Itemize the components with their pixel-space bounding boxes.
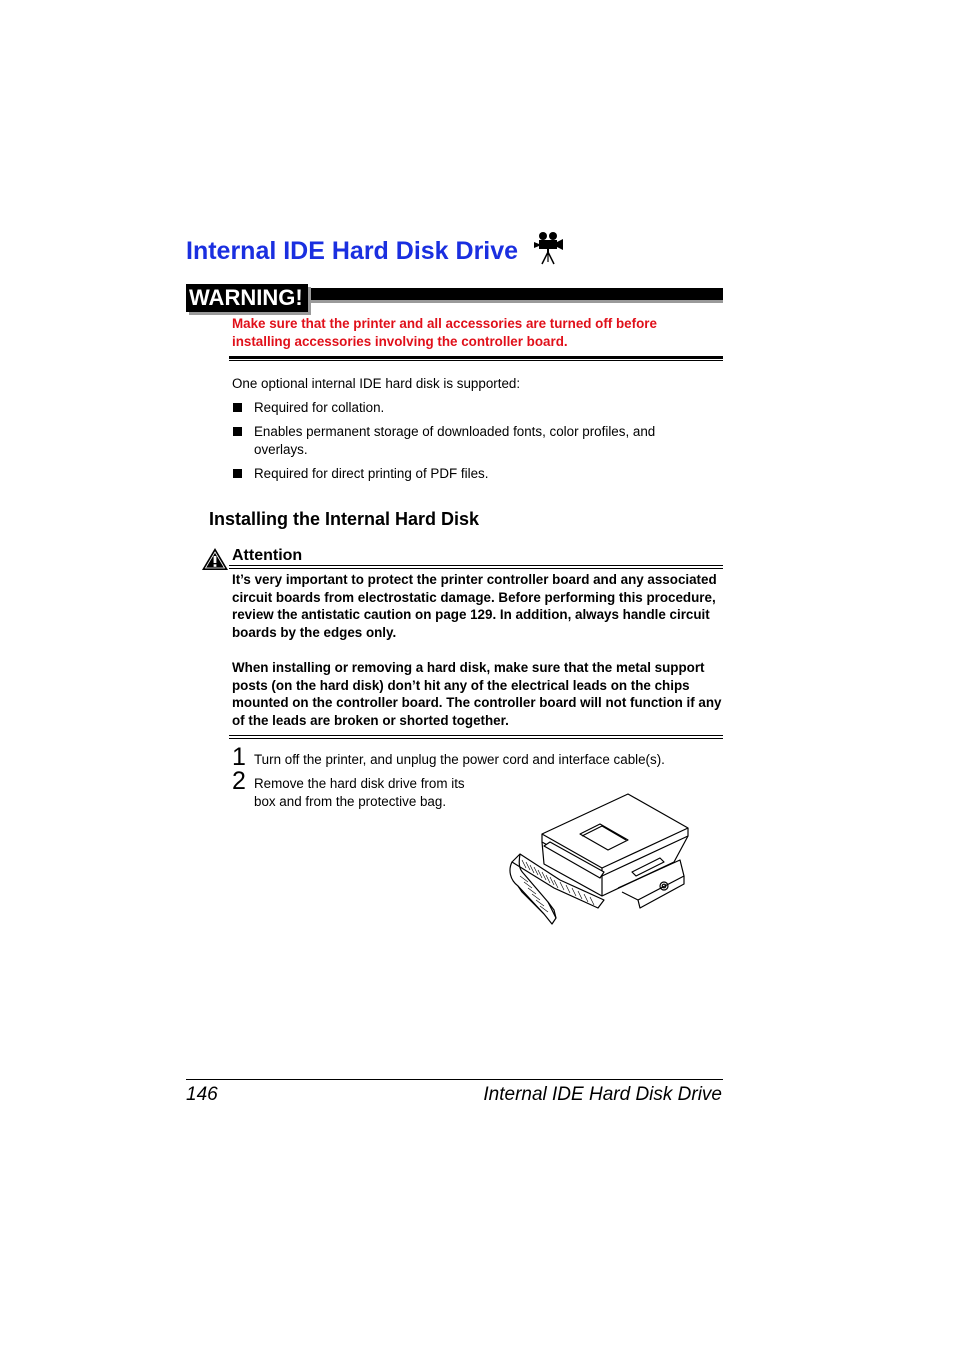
running-title: Internal IDE Hard Disk Drive	[483, 1084, 722, 1105]
list-item-text: Required for direct printing of PDF files.	[254, 465, 489, 481]
attention-paragraph: When installing or removing a hard disk, make sure that the metal support posts (on the hard disk) don’t hit any of the electrical leads on the chips mounted on the controller board. The controller board will not function if any of the leads are broken or shorted together.	[232, 660, 722, 729]
footer-divider	[186, 1079, 723, 1080]
bullet-square-icon	[233, 427, 242, 436]
step-text: Remove the hard disk drive from its box and from the protective bag.	[254, 776, 465, 809]
attention-divider	[229, 568, 723, 569]
step-number: 2	[232, 767, 246, 795]
section-heading: Installing the Internal Hard Disk	[209, 509, 480, 529]
page-number: 146	[186, 1084, 218, 1105]
attention-paragraph: It’s very important to protect the printer controller board and any associated circuit boards from electrostatic damage. Before performing this procedure, review the antistatic caution on page 129. In addition, always handle circuit boards by the edges only.	[232, 572, 717, 641]
list-item	[232, 399, 712, 417]
step-text: Turn off the printer, and unplug the power cord and interface cable(s).	[254, 752, 665, 767]
list-item-text: Required for collation.	[254, 400, 385, 415]
bullet-square-icon	[233, 403, 242, 412]
video-camera-icon	[533, 231, 565, 265]
warning-divider-thin	[229, 360, 723, 361]
bullet-square-icon	[233, 469, 242, 478]
attention-divider	[229, 738, 723, 739]
warning-text: Make sure that the printer and all accessories are turned off before installing accessories involving the controller board.	[232, 316, 657, 349]
step-number: 1	[232, 743, 246, 771]
warning-divider	[229, 356, 723, 359]
intro-text: One optional internal IDE hard disk is supported:	[232, 376, 521, 391]
warning-label: WARNING!	[186, 284, 308, 312]
list-item	[232, 423, 712, 458]
hard-disk-drive-illustration	[504, 790, 690, 928]
attention-divider	[229, 565, 723, 566]
page-title: Internal IDE Hard Disk Drive	[186, 237, 519, 265]
list-item	[232, 465, 712, 483]
feature-list	[232, 399, 712, 489]
warning-bar-shadow	[310, 300, 723, 303]
attention-divider	[229, 735, 723, 736]
attention-title: Attention	[232, 547, 303, 564]
list-item-text: Enables permanent storage of downloaded fonts, color profiles, and overlays.	[254, 424, 656, 457]
warning-triangle-icon	[201, 547, 229, 571]
